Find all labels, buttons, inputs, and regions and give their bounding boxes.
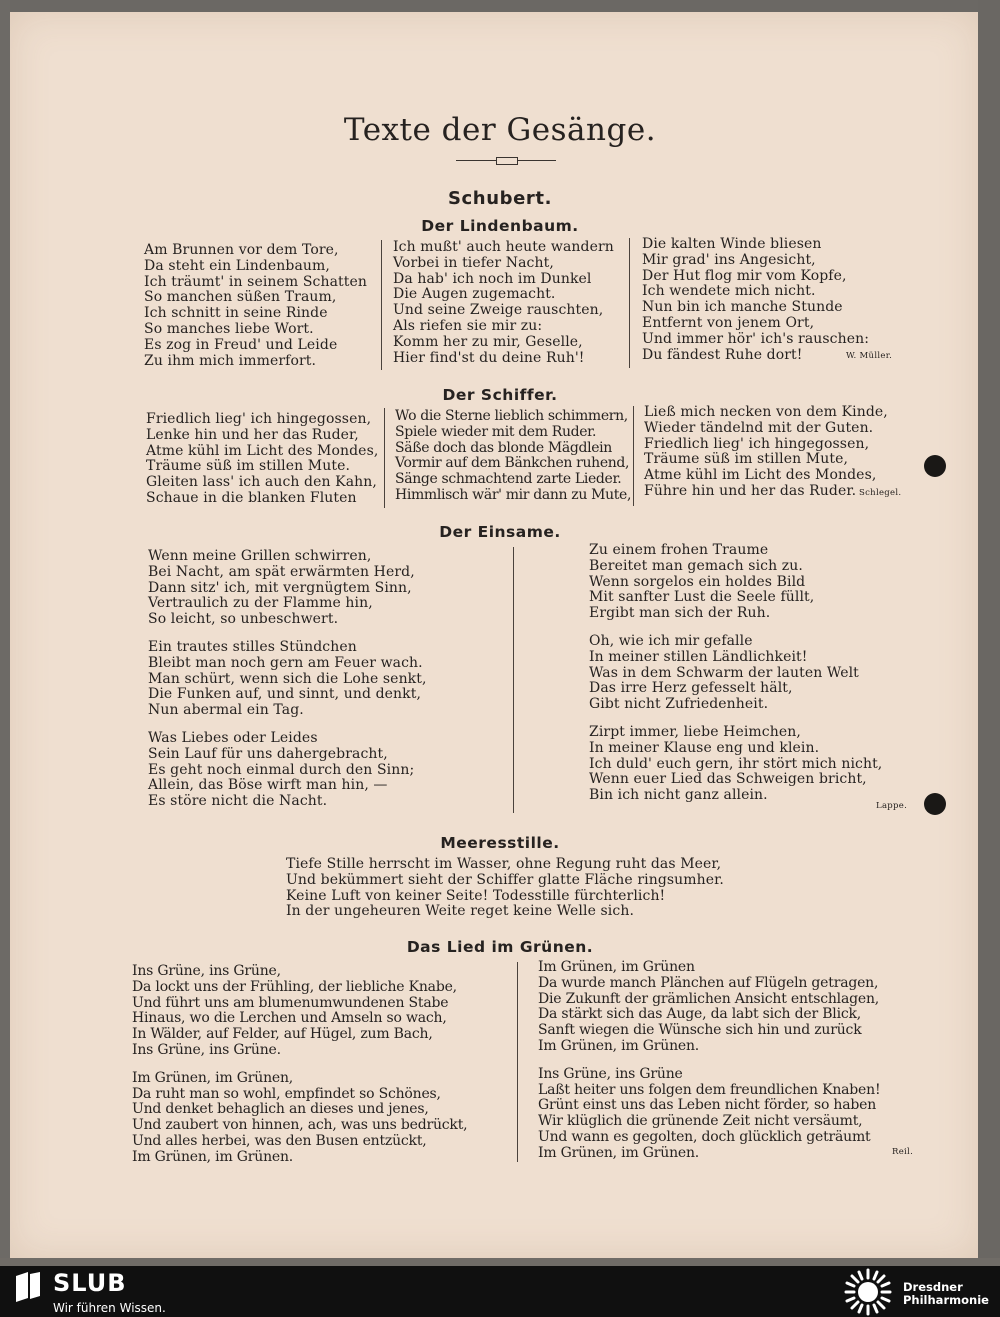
verse-line: Zu ihm mich immerfort.	[144, 352, 317, 369]
verse-line: Was Liebes oder Leides	[148, 729, 318, 746]
verse-line: Und immer hör' ich's rauschen:	[642, 330, 870, 347]
verse-line: Gleiten lass' ich auch den Kahn,	[146, 474, 377, 491]
verse-line: Wo die Sterne lieblich schimmern,	[395, 408, 628, 424]
einsame-left-column	[148, 549, 427, 810]
verse-line: Und seine Zweige rauschten,	[393, 302, 604, 319]
verse-line: Friedlich lieg' ich hingegossen,	[644, 435, 870, 452]
verse-line: Und bekümmert sieht der Schiffer glatte Fläche ringsumher.	[286, 871, 724, 888]
verse-line: Gibt nicht Zufriedenheit.	[589, 696, 769, 713]
title-divider-ornament	[496, 157, 518, 165]
verse-line: In Wälder, auf Felder, auf Hügel, zum Bach,	[132, 1026, 433, 1043]
verse-line: Tiefe Stille herrscht im Wasser, ohne Regung ruht das Meer,	[286, 856, 722, 872]
scan-edge-top	[0, 0, 1000, 12]
verse-line: Da steht ein Lindenbaum,	[144, 257, 330, 274]
verse-line: Mit sanfter Lust die Seele füllt,	[589, 589, 815, 606]
verse-line: Und zaubert von hinnen, ach, was uns bedrückt,	[132, 1117, 468, 1134]
verse-line: Führe hin und her das Ruder.	[644, 482, 857, 499]
verse-line: Im Grünen, im Grünen,	[132, 1069, 294, 1086]
verse-line: Und alles herbei, was den Busen entzückt,	[132, 1132, 427, 1149]
verse-line: Die Zukunft der grämlichen Ansicht entschlagen,	[538, 990, 880, 1007]
verse-line: Ins Grüne, ins Grüne	[538, 1065, 683, 1082]
philharmonie-line-2: Philharmonie	[903, 1293, 989, 1307]
slub-tagline: Wir führen Wissen.	[53, 1301, 166, 1315]
verse-line: Grünt einst uns das Leben nicht förder, so haben	[538, 1097, 877, 1114]
verse-line: Im Grünen, im Grünen.	[538, 1144, 700, 1161]
verse-line: Lenke hin und her das Ruder,	[146, 426, 359, 443]
verse-line: Die Augen zugemacht.	[393, 286, 556, 303]
philharmonie-line-1: Dresdner	[903, 1280, 963, 1294]
verse-line: Im Grünen, im Grünen.	[132, 1148, 294, 1165]
verse-line: Die Funken auf, und sinnt, und denkt,	[148, 686, 422, 703]
verse-line: Atme kühl im Licht des Mondes,	[146, 442, 379, 459]
verse-line: Bereitet man gemach sich zu.	[589, 557, 803, 574]
verse-line: Ich duld' euch gern, ihr stört mich nicht,	[589, 755, 883, 772]
gruenen-right-column	[538, 960, 880, 1162]
song-heading-schiffer: Der Schiffer.	[442, 386, 558, 404]
column-divider	[381, 240, 382, 370]
scan-edge-bottom	[0, 1258, 1000, 1266]
verse-line: Sänge schmachtend zarte Lieder.	[395, 471, 622, 488]
verse-line: Ich träumt' in seinem Schatten	[144, 273, 367, 290]
verse-line: Entfernt von jenem Ort,	[642, 314, 815, 331]
verse-line: Ich mußt' auch heute wandern	[393, 239, 614, 255]
verse-line: Himmlisch wär' mir dann zu Mute,	[395, 486, 632, 503]
verse-line: Spiele wieder mit dem Ruder.	[395, 423, 597, 440]
verse-line: Dann sitz' ich, mit vergnügtem Sinn,	[148, 579, 412, 596]
verse-line: Friedlich lieg' ich hingegossen,	[146, 411, 372, 427]
verse-line: Mir grad' ins Angesicht,	[642, 251, 816, 268]
verse-line: Und wann es gegolten, doch glücklich geträumt	[538, 1128, 871, 1145]
verse-line: Als riefen sie mir zu:	[393, 317, 543, 334]
verse-line: Träume süß im stillen Mute,	[644, 451, 849, 468]
verse-line: Und denket behaglich an dieses und jenes,	[132, 1101, 429, 1118]
column-divider	[384, 408, 385, 508]
verse-line: Was in dem Schwarm der lauten Welt	[589, 664, 859, 681]
verse-line: Oh, wie ich mir gefalle	[589, 632, 753, 649]
verse-line: Es störe nicht die Nacht.	[148, 793, 328, 810]
verse-line: Bei Nacht, am spät erwärmten Herd,	[148, 563, 415, 580]
verse-line: Da hab' ich noch im Dunkel	[393, 270, 592, 287]
verse-line: Nun abermal ein Tag.	[148, 702, 304, 719]
verse-line: Die kalten Winde bliesen	[642, 236, 822, 252]
verse-line: Ins Grüne, ins Grüne,	[132, 963, 281, 979]
verse-line: Ergibt man sich der Ruh.	[589, 605, 771, 622]
verse-line: Sein Lauf für uns dahergebracht,	[148, 745, 388, 762]
meeresstille-stanza	[286, 857, 724, 920]
verse-line: Da stärkt sich das Auge, da labt sich der Blick,	[538, 1006, 862, 1023]
philharmonie-logo-icon	[842, 1268, 894, 1316]
verse-line: Träume süß im stillen Mute.	[146, 458, 351, 475]
verse-line: Keine Luft von keiner Seite! Todesstille fürchterlich!	[286, 887, 666, 904]
verse-line: Komm her zu mir, Geselle,	[393, 333, 583, 350]
verse-line: Im Grünen, im Grünen.	[538, 1037, 700, 1054]
composer-heading: Schubert.	[447, 188, 553, 209]
verse-line: Schaue in die blanken Fluten	[146, 489, 357, 506]
verse-line: Zu einem frohen Traume	[589, 542, 769, 558]
verse-line: Wenn euer Lied das Schweigen bricht,	[589, 771, 867, 788]
verse-line: Da wurde manch Plänchen auf Flügeln getragen,	[538, 974, 879, 991]
column-divider	[633, 406, 634, 506]
verse-line: Man schürt, wenn sich die Lohe senkt,	[148, 670, 427, 687]
column-divider	[517, 962, 518, 1162]
verse-line: Das irre Herz gefesselt hält,	[589, 680, 793, 697]
verse-line: Wenn meine Grillen schwirren,	[148, 548, 372, 564]
verse-line: Der Hut flog mir vom Kopfe,	[642, 267, 847, 284]
verse-line: Vorbei in tiefer Nacht,	[393, 254, 554, 271]
lindenbaum-stanza-1	[144, 243, 367, 369]
verse-line: Wenn sorgelos ein holdes Bild	[589, 573, 806, 590]
verse-line: So leicht, so unbeschwert.	[148, 611, 339, 628]
verse-line: Laßt heiter uns folgen dem freundlichen Knaben!	[538, 1081, 881, 1098]
column-divider	[629, 238, 630, 368]
schiffer-stanza-1	[146, 412, 378, 507]
lindenbaum-stanza-2	[393, 240, 614, 366]
author-credit: Schlegel.	[859, 488, 902, 498]
einsame-right-column	[589, 543, 882, 804]
verse-line: Säße doch das blonde Mägdlein	[395, 439, 612, 456]
verse-line: Du fändest Ruhe dort!	[642, 346, 803, 363]
gruenen-left-column	[132, 964, 467, 1166]
verse-line: Vertraulich zu der Flamme hin,	[148, 595, 373, 612]
punch-hole	[924, 793, 946, 815]
verse-line: Bin ich nicht ganz allein.	[589, 787, 768, 804]
verse-line: In meiner Klause eng und klein.	[589, 739, 820, 756]
slub-logo-icon	[14, 1272, 42, 1302]
verse-line: Ich schnitt in seine Rinde	[144, 305, 328, 322]
verse-line: Ins Grüne, ins Grüne.	[132, 1041, 281, 1058]
lindenbaum-stanza-3	[642, 237, 869, 363]
schiffer-stanza-3	[644, 405, 888, 500]
slub-wordmark: SLUB	[53, 1269, 127, 1297]
song-heading-meeresstille: Meeresstille.	[440, 834, 560, 852]
song-heading-einsame: Der Einsame.	[439, 523, 561, 541]
song-heading-lindenbaum: Der Lindenbaum.	[421, 217, 579, 235]
verse-line: Da ruht man so wohl, empfindet so Schönes,	[132, 1085, 441, 1102]
verse-line: In meiner stillen Ländlichkeit!	[589, 648, 808, 665]
column-divider	[513, 547, 514, 813]
schiffer-stanza-2	[395, 409, 631, 504]
verse-line: Ein trautes stilles Stündchen	[148, 638, 357, 655]
punch-hole	[924, 455, 946, 477]
verse-line: Im Grünen, im Grünen	[538, 959, 695, 975]
verse-line: Vormir auf dem Bänkchen ruhend,	[395, 455, 630, 472]
author-credit: Lappe.	[876, 801, 908, 811]
verse-line: So manchen süßen Traum,	[144, 289, 337, 306]
verse-line: Am Brunnen vor dem Tore,	[144, 242, 339, 258]
verse-line: Atme kühl im Licht des Mondes,	[644, 467, 877, 484]
author-credit: Reil.	[892, 1147, 914, 1157]
verse-line: Es zog in Freud' und Leide	[144, 336, 338, 353]
verse-line: Und führt uns am blumenumwundenen Stabe	[132, 994, 449, 1011]
verse-line: Hinaus, wo die Lerchen und Amseln so wach,	[132, 1010, 447, 1027]
philharmonie-wordmark	[903, 1281, 989, 1307]
verse-line: Bleibt man noch gern am Feuer wach.	[148, 654, 423, 671]
verse-line: Ich wendete mich nicht.	[642, 283, 816, 300]
author-credit: W. Müller.	[846, 351, 893, 361]
verse-line: Allein, das Böse wirft man hin, —	[148, 777, 388, 794]
verse-line: Nun bin ich manche Stunde	[642, 299, 843, 316]
verse-line: Wir klüglich die grünende Zeit nicht versäumt,	[538, 1113, 863, 1130]
verse-line: Zirpt immer, liebe Heimchen,	[589, 723, 801, 740]
page-title: Texte der Gesänge.	[343, 112, 657, 148]
verse-line: Hier find'st du deine Ruh'!	[393, 349, 585, 366]
verse-line: Ließ mich necken von dem Kinde,	[644, 404, 888, 420]
verse-line: In der ungeheuren Weite reget keine Welle sich.	[286, 903, 634, 920]
verse-line: Da lockt uns der Frühling, der liebliche Knabe,	[132, 978, 457, 995]
verse-line: So manches liebe Wort.	[144, 320, 314, 337]
verse-line: Sanft wiegen die Wünsche sich hin und zurück	[538, 1022, 862, 1039]
song-heading-gruenen: Das Lied im Grünen.	[406, 938, 594, 956]
verse-line: Es geht noch einmal durch den Sinn;	[148, 761, 415, 778]
verse-line: Wieder tändelnd mit der Guten.	[644, 419, 874, 436]
